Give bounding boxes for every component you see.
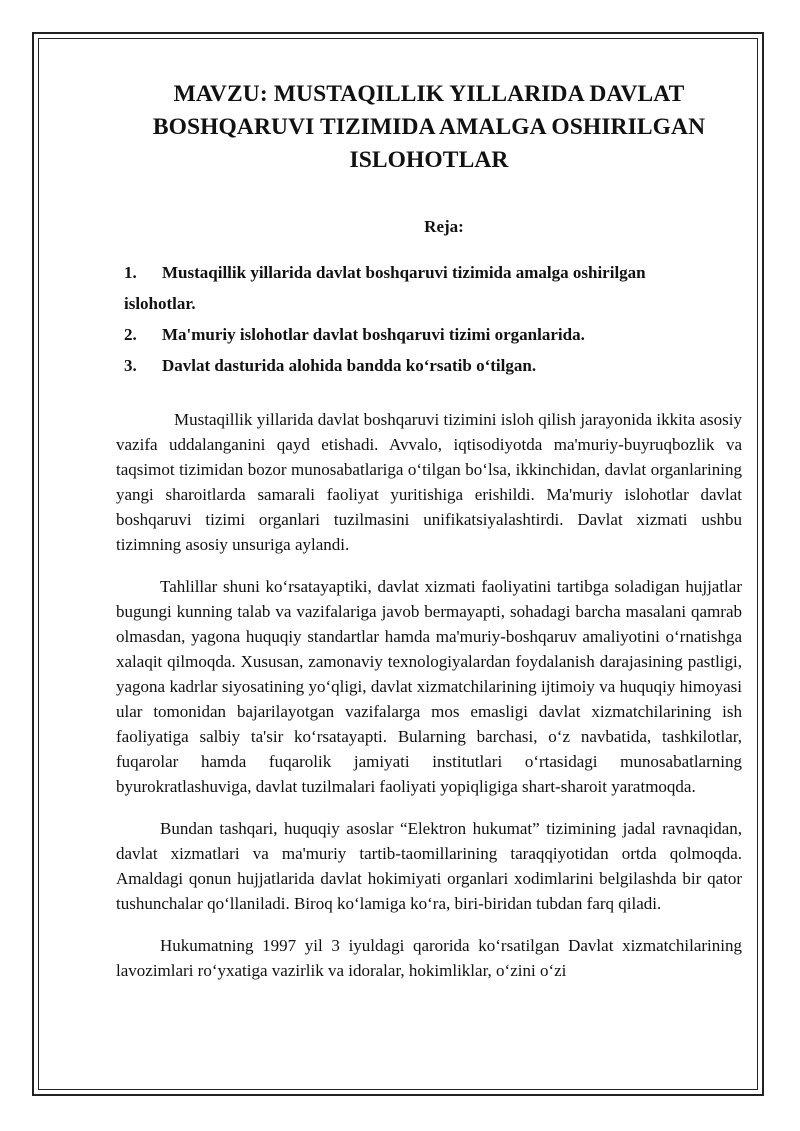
plan-item-text: Ma'muriy islohotlar davlat boshqaruvi tizimi organlarida.	[162, 325, 585, 344]
document-title: MAVZU: MUSTAQILLIK YILLARIDA DAVLAT BOSHQARUVI TIZIMIDA AMALGA OSHIRILGAN ISLOHOTLAR	[152, 81, 706, 173]
plan-item-number: 2.	[124, 325, 137, 344]
plan-item-1-continuation	[124, 288, 742, 319]
plan-item-3	[124, 350, 742, 381]
paragraph-3: Bundan tashqari, huquqiy asoslar “Elektron hukumat” tizimining jadal ravnaqidan, davlat xizmatlari va ma'muriy tartib-taomillarining taraqqiyotidan ortda qolmoqda. Amaldagi qonun hujjatlarida davlat hokimiyati organlari xodimlarini belgilashda bir qator tushunchalar qoʻllaniladi. Biroq koʻlamiga koʻra, biri-biridan tubdan farq qiladi.	[116, 819, 742, 913]
document-body	[116, 72, 742, 983]
plan-item-text: Davlat dasturida alohida bandda koʻrsatib oʻtilgan.	[162, 356, 537, 375]
paragraph-1: Mustaqillik yillarida davlat boshqaruvi tizimini isloh qilish jarayonida ikkita asosiy vazifa uddalanganini qayd etishadi. Avvalo, iqtisodiyotda ma'muriy-buyruqbozlik va taqsimot tizimidan bozor munosabatlariga oʻtilgan boʻlsa, ikkinchidan, davlat organlarining yangi sharoitlarda samarali faoliyat yuritishiga erishildi. Ma'muriy islohotlar davlat boshqaruvi tizimi organlari tuzilmasini unifikatsiyalashtirdi. Davlat xizmati ushbu tizimning asosiy unsuriga aylandi.	[116, 410, 742, 554]
plan-item-continuation-text: islohotlar.	[124, 294, 196, 313]
plan-item-number: 1.	[124, 263, 137, 282]
plan-item-2	[124, 319, 742, 350]
plan-item-number: 3.	[124, 356, 137, 375]
plan-item-text: Mustaqillik yillarida davlat boshqaruvi tizimida amalga oshirilgan	[162, 263, 646, 282]
paragraph-4: Hukumatning 1997 yil 3 iyuldagi qarorida koʻrsatilgan Davlat xizmatchilarining lavozimlari roʻyxatiga vazirlik va idoralar, hokimliklar, oʻzini oʻzi	[116, 936, 742, 980]
plan-list	[124, 257, 742, 381]
plan-heading: Reja:	[424, 217, 464, 236]
plan-item-1	[124, 257, 742, 288]
paragraph-2: Tahlillar shuni koʻrsatayaptiki, davlat xizmati faoliyatini tartibga soladigan hujjatlar bugungi kunning talab va vazifalariga javob bermayapti, sohadagi barcha masalani qamrab olmasdan, yagona huquqiy standartlar hamda ma'muriy-boshqaruv amaliyotini oʻrnatishga xalaqit qilmoqda. Xususan, zamonaviy texnologiyalardan foydalanish darajasining pastligi, yagona kadrlar siyosatining yoʻqligi, davlat xizmatchilarining ijtimoiy va huquqiy himoyasi ular tomonidan bajarilayotgan vazifalarga mos emasligi davlat xizmatchilarining ish faoliyatiga salbiy ta'sir koʻrsatayapti. Bularning barchasi, oʻz navbatida, tashkilotlar, fuqarolar hamda fuqarolik jamiyati institutlari oʻrtasidagi munosabatlarning byurokratlashuviga, davlat tuzilmalari faoliyati yopiqligiga shart-sharoit yaratmoqda.	[116, 577, 742, 796]
